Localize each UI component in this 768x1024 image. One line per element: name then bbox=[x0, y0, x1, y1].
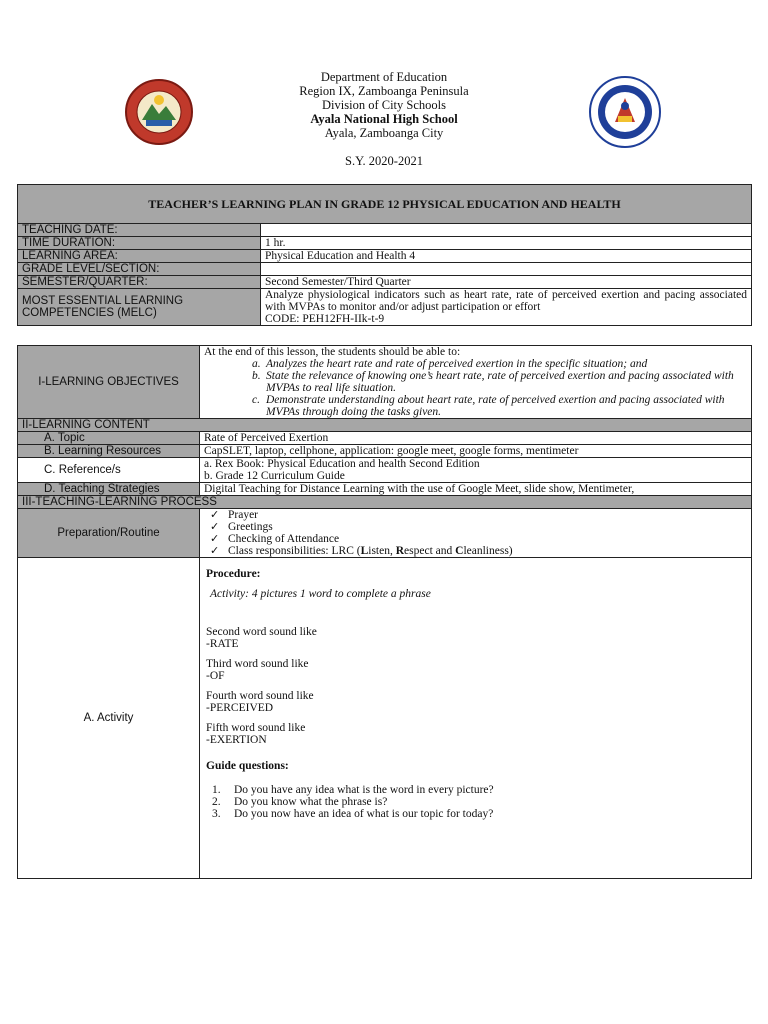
info-row bbox=[18, 263, 752, 276]
school-name: Ayala National High School bbox=[310, 112, 458, 126]
word-answer: -OF bbox=[206, 670, 225, 682]
word-answer: -EXERTION bbox=[206, 734, 267, 746]
document-header bbox=[0, 70, 768, 168]
activity-description: Activity: 4 pictures 1 word to complete a phrase bbox=[210, 588, 431, 600]
objective-text: Demonstrate understanding about heart rate, rate of perceived exertion and pacing associated with MVPAs through doing the tasks given. bbox=[266, 394, 725, 418]
preparation-row bbox=[18, 509, 752, 558]
guide-questions-list bbox=[206, 784, 745, 820]
objective-item bbox=[252, 394, 747, 418]
strategies-label: D. Teaching Strategies bbox=[18, 483, 200, 496]
word-hint: Fourth word sound like bbox=[206, 690, 314, 702]
info-label: GRADE LEVEL/SECTION: bbox=[18, 263, 261, 276]
topic-value: Rate of Perceived Exertion bbox=[200, 432, 752, 445]
preparation-cell bbox=[200, 509, 752, 558]
check-item: ✓ Greetings bbox=[208, 521, 747, 533]
objective-marker: a. bbox=[252, 358, 261, 370]
info-label: SEMESTER/QUARTER: bbox=[18, 276, 261, 289]
check-item bbox=[208, 545, 747, 557]
info-row bbox=[18, 250, 752, 263]
activity-row bbox=[18, 558, 752, 879]
lrc-letter: C bbox=[455, 545, 464, 557]
activity-cell bbox=[200, 558, 752, 879]
melc-label: MOST ESSENTIAL LEARNING COMPETENCIES (MELC) bbox=[18, 289, 261, 326]
melc-row bbox=[18, 289, 752, 326]
objectives-row bbox=[18, 346, 752, 419]
info-row bbox=[18, 276, 752, 289]
lesson-table bbox=[17, 345, 752, 879]
references-value bbox=[200, 458, 752, 483]
lrc-text: isten, bbox=[368, 545, 396, 557]
info-label: LEARNING AREA: bbox=[18, 250, 261, 263]
preparation-label: Preparation/Routine bbox=[18, 509, 200, 558]
melc-code: CODE: PEH12FH-IIk-t-9 bbox=[265, 313, 385, 325]
resources-value: CapSLET, laptop, cellphone, application: google meet, google forms, mentimeter bbox=[200, 445, 752, 458]
info-value: Second Semester/Third Quarter bbox=[261, 276, 752, 289]
learning-content-header: II-LEARNING CONTENT bbox=[18, 419, 752, 432]
objectives-label: I-LEARNING OBJECTIVES bbox=[18, 346, 200, 419]
lrc-text: espect and bbox=[404, 545, 456, 557]
question-text: Do you now have an idea of what is our topic for today? bbox=[234, 808, 494, 820]
reference-item: b. Grade 12 Curriculum Guide bbox=[204, 470, 345, 482]
guide-questions-heading: Guide questions: bbox=[206, 760, 289, 772]
school-address: Ayala, Zamboanga City bbox=[324, 126, 444, 140]
procedure-heading: Procedure: bbox=[206, 568, 261, 580]
department-line: Department of Education bbox=[320, 70, 448, 84]
question-text: Do you know what the phrase is? bbox=[234, 796, 388, 808]
question-item bbox=[212, 784, 745, 796]
resources-label: B. Learning Resources bbox=[18, 445, 200, 458]
check-item: ✓ Checking of Attendance bbox=[208, 533, 747, 545]
info-value bbox=[261, 263, 752, 276]
info-value: Physical Education and Health 4 bbox=[261, 250, 752, 263]
lrc-letter: L bbox=[360, 545, 369, 557]
objectives-cell bbox=[200, 346, 752, 419]
info-row bbox=[18, 237, 752, 250]
word-hint: Third word sound like bbox=[206, 658, 309, 670]
question-item bbox=[212, 796, 745, 808]
lrc-text: Class responsibilities: LRC ( bbox=[228, 545, 361, 557]
word-hint: Second word sound like bbox=[206, 626, 317, 638]
question-number: 3. bbox=[212, 808, 221, 820]
objective-item bbox=[252, 370, 747, 394]
question-number: 1. bbox=[212, 784, 221, 796]
word-hint: Fifth word sound like bbox=[206, 722, 306, 734]
question-text: Do you have any idea what is the word in every picture? bbox=[234, 784, 494, 796]
objective-text: Analyzes the heart rate and rate of perceived exertion in the specific situation; and bbox=[266, 358, 648, 370]
strategies-row bbox=[18, 483, 752, 496]
topic-row bbox=[18, 432, 752, 445]
info-label: TEACHING DATE: bbox=[18, 224, 261, 237]
info-row bbox=[18, 224, 752, 237]
teaching-process-header: III-TEACHING-LEARNING PROCESS bbox=[18, 496, 752, 509]
word-answer: -PERCEIVED bbox=[206, 702, 274, 714]
lrc-text: leanliness) bbox=[463, 545, 513, 557]
objective-marker: c. bbox=[252, 394, 260, 406]
objectives-intro: At the end of this lesson, the students should be able to: bbox=[204, 346, 461, 358]
melc-text: Analyze physiological indicators such as heart rate, rate of perceived exertion and pacing associated with MVPAs to monitor and/or adjust participation or effort bbox=[265, 289, 747, 313]
melc-value bbox=[261, 289, 752, 326]
reference-item: a. Rex Book: Physical Education and health Second Edition bbox=[204, 458, 480, 470]
preparation-list bbox=[204, 509, 747, 557]
info-value: 1 hr. bbox=[261, 237, 752, 250]
division-line: Division of City Schools bbox=[322, 98, 446, 112]
region-line: Region IX, Zamboanga Peninsula bbox=[299, 84, 469, 98]
objective-item bbox=[252, 358, 747, 370]
school-year: S.Y. 2020-2021 bbox=[345, 154, 423, 168]
objective-text: State the relevance of knowing one’s heart rate, rate of perceived exertion and pacing associated with MVPAs to real life situation. bbox=[266, 370, 734, 394]
plan-info-table bbox=[17, 184, 752, 326]
info-value bbox=[261, 224, 752, 237]
check-item: ✓ Prayer bbox=[208, 509, 747, 521]
question-item bbox=[212, 808, 745, 820]
info-label: TIME DURATION: bbox=[18, 237, 261, 250]
references-label: C. Reference/s bbox=[18, 458, 200, 483]
resources-row bbox=[18, 445, 752, 458]
question-number: 2. bbox=[212, 796, 221, 808]
lrc-letter: R bbox=[395, 545, 405, 557]
objective-marker: b. bbox=[252, 370, 261, 382]
topic-label: A. Topic bbox=[18, 432, 200, 445]
word-answer: -RATE bbox=[206, 638, 239, 650]
activity-label: A. Activity bbox=[18, 558, 200, 879]
references-row bbox=[18, 458, 752, 483]
plan-title: TEACHER’S LEARNING PLAN IN GRADE 12 PHYSICAL EDUCATION AND HEALTH bbox=[18, 185, 752, 224]
objectives-list bbox=[204, 358, 747, 418]
strategies-value: Digital Teaching for Distance Learning with the use of Google Meet, slide show, Mentimeter, bbox=[200, 483, 752, 496]
